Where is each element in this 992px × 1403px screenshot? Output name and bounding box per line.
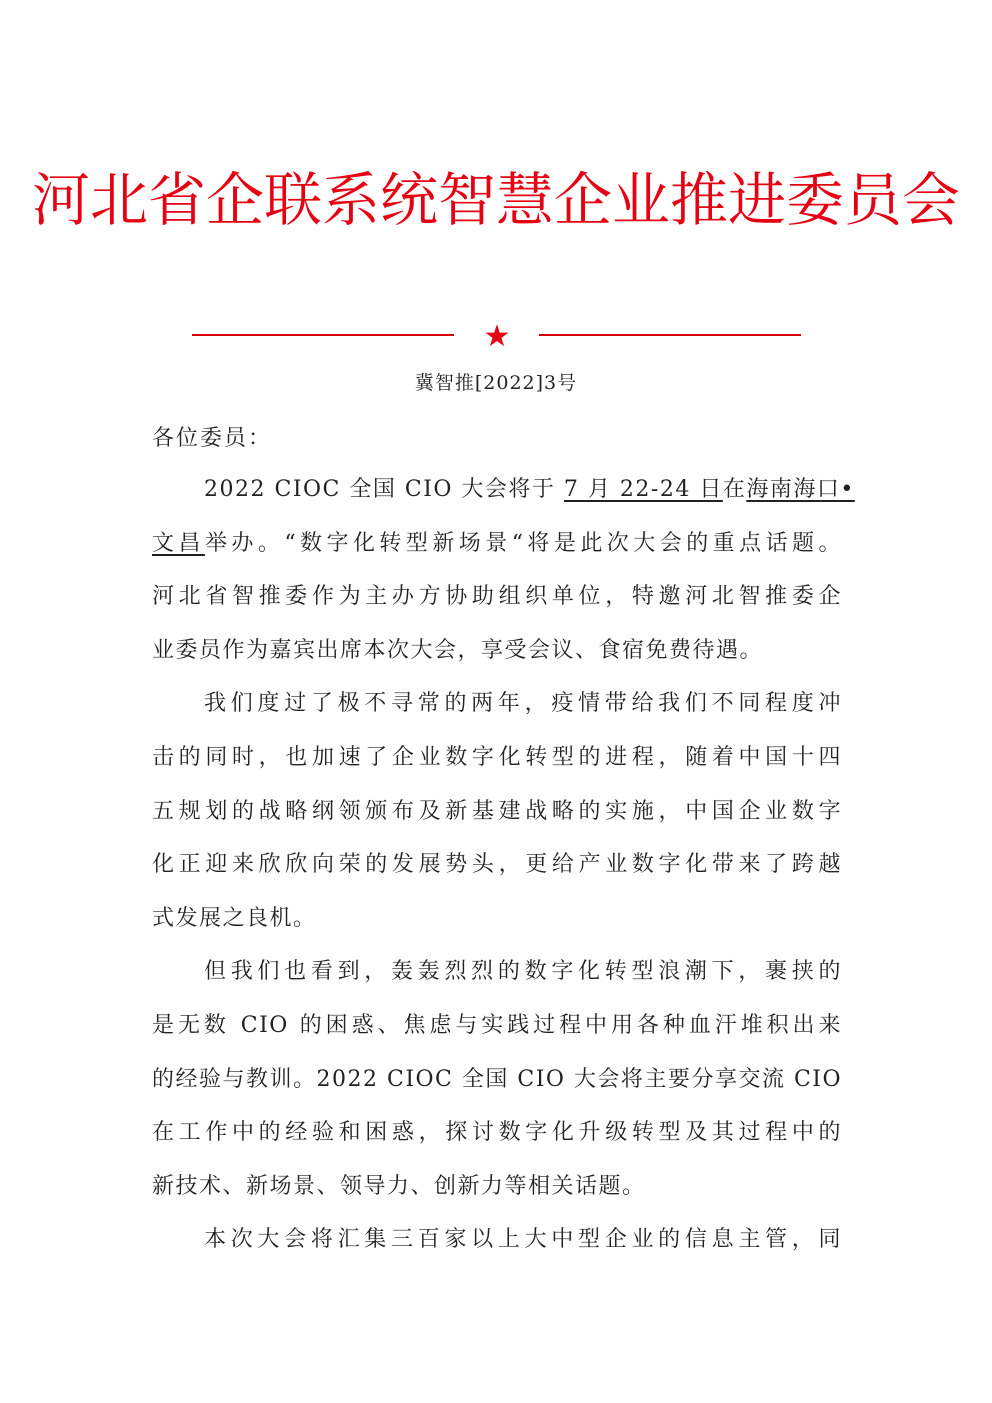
- paragraph-line: [152, 952, 842, 1006]
- text-segment: 我们度过了极不寻常的两年，疫情带给我们不同程度冲: [204, 691, 842, 717]
- paragraph-line: [152, 1060, 842, 1114]
- org-title: 河北省企联系统智慧企业推进委员会: [31, 166, 960, 234]
- text-segment: 河北省智推委作为主办方协助组织单位，特邀河北智推委企: [152, 584, 842, 610]
- text-segment: 化正迎来欣欣向荣的发展势头，更给产业数字化带来了跨越: [152, 852, 842, 878]
- text-segment: 击的同时，也加速了企业数字化转型的进程，随着中国十四: [152, 744, 842, 770]
- paragraph-line: [152, 631, 842, 685]
- document-number: 冀智推[2022]3号: [414, 372, 578, 394]
- salutation: 各位委员：: [152, 426, 273, 451]
- paragraph-line: [152, 577, 842, 631]
- paragraph-line: [152, 1006, 842, 1060]
- text-segment: 在: [722, 477, 747, 502]
- red-star-icon: ★: [483, 319, 511, 354]
- paragraph: [152, 1220, 842, 1274]
- underlined-text: 文昌: [152, 530, 205, 556]
- paragraph-line: [152, 1113, 842, 1167]
- paragraph-line: [152, 684, 842, 738]
- paragraph-line: [152, 845, 842, 899]
- text-segment: 在工作中的经验和困惑，探讨数字化升级转型及其过程中的: [152, 1120, 842, 1146]
- paragraph-line: [152, 792, 842, 846]
- text-segment: 是无数 CIO 的困惑、焦虑与实践过程中用各种血汗堆积出来: [152, 1012, 842, 1038]
- text-segment: 但我们也看到，轰轰烈烈的数字化转型浪潮下，裹挟的: [204, 959, 842, 985]
- paragraph: [152, 684, 842, 952]
- right-red-rule: [539, 334, 801, 336]
- text-segment: 业委员作为嘉宾出席本次大会，享受会议、食宿免费待遇。: [152, 637, 764, 663]
- paragraph-line: [152, 899, 842, 953]
- paragraph: [152, 952, 842, 1220]
- underlined-text: 海南海口•: [746, 477, 855, 502]
- text-segment: 式发展之良机。: [152, 905, 317, 931]
- paragraph-line: [152, 470, 855, 524]
- paragraph-line: [152, 1167, 842, 1221]
- text-segment: 五规划的战略纲领颁布及新基建战略的实施，中国企业数字: [152, 798, 842, 824]
- left-red-rule: [192, 334, 454, 336]
- underlined-text: 7 月 22-24 日: [563, 477, 723, 502]
- text-segment: 2022 CIOC 全国 CIO 大会将于: [204, 477, 564, 502]
- text-segment: 本次大会将汇集三百家以上大中型企业的信息主管，同: [204, 1227, 842, 1253]
- letter-body: [152, 470, 855, 1274]
- paragraph: [152, 470, 855, 684]
- paragraph-line: [152, 1220, 842, 1274]
- text-segment: 的经验与教训。2022 CIOC 全国 CIO 大会将主要分享交流 CIO: [152, 1066, 842, 1092]
- text-segment: 新技术、新场景、领导力、创新力等相关话题。: [152, 1173, 646, 1199]
- paragraph-line: [152, 524, 842, 578]
- text-segment: 举办。“数字化转型新场景“将是此次大会的重点话题。: [204, 530, 842, 556]
- paragraph-line: [152, 738, 842, 792]
